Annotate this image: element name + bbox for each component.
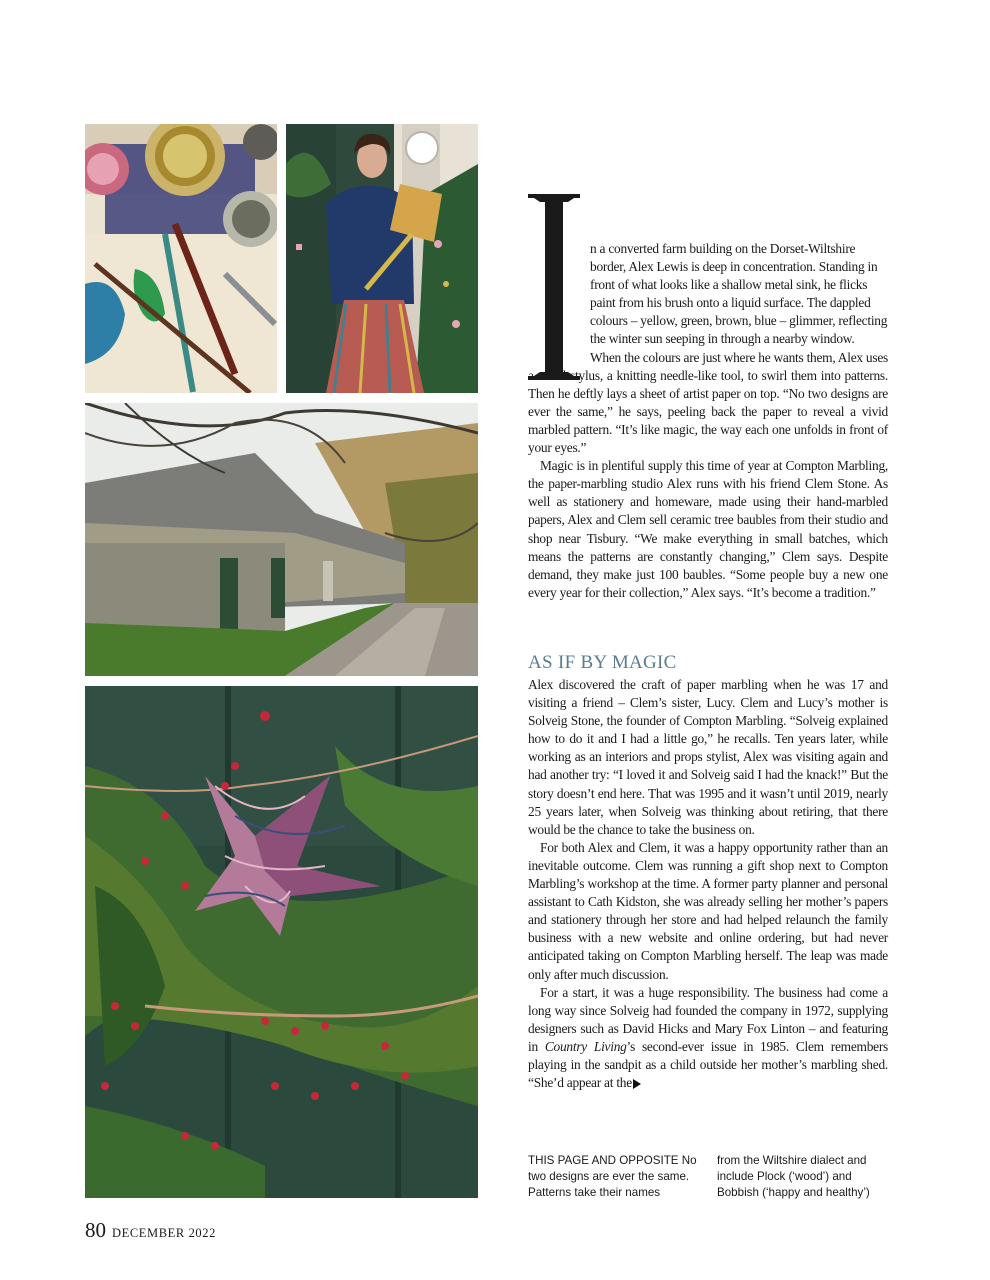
photo-woman-with-lamp xyxy=(286,124,478,393)
page-number: 80 xyxy=(85,1218,106,1242)
intro-paragraph-continued: a metal stylus, a knitting needle-like tool, to swirl them into patterns. Then he deftly lays a sheet of artist paper on top. “No two designs are ever the same,” he says, peeling back the paper to reveal a vivid marbled pattern. “It’s like magic, the way each one unfolds in front of your eyes.” xyxy=(528,367,888,456)
continue-arrow-icon xyxy=(633,1079,641,1089)
paragraph-magic: Magic is in plentiful supply this time of year at Compton Marbling, the paper-marbling studio Alex runs with his friend Clem Stone. As well as stationery and homeware, made using their hand-marbled papers, Alex and Clem sell ceramic tree baubles from their studio and shop near Tisbury. “We make everything in small batches, which means the patterns are constantly changing,” Clem says. Despite demand, they make just 100 baubles. “Some people buy a new one every year for their collection,” Alex says. “It’s become a tradition.” xyxy=(528,458,888,600)
paragraph-discovery: Alex discovered the craft of paper marbling when he was 17 and visiting a friend – Clem’s sister, Lucy. Clem and Lucy’s mother is Solveig Stone, the founder of Compton Marbling. “Solveig explained how to do it and I had a little go,” he recalls. Ten years later, while working as an interiors and props stylist, Alex was visiting again and had another try: “I loved it and Solveig said I had the knack!” But the story doesn’t end here. That was 1995 and it wasn’t until 2019, nearly 25 years later, when Solveig was thinking about retiring, that there would be the chance to take the business on. xyxy=(528,677,888,837)
issue-date: DECEMBER 2022 xyxy=(112,1226,216,1240)
paragraph-responsibility xyxy=(528,984,888,1093)
page-folio xyxy=(85,1218,216,1243)
section-subhead: AS IF BY MAGIC xyxy=(528,652,677,673)
photo-marbled-star-garland xyxy=(85,686,478,1198)
photo-caption-right: from the Wiltshire dialect and include Plock (‘wood’) and Bobbish (‘happy and healthy’) xyxy=(717,1154,870,1199)
article-body xyxy=(528,676,888,1092)
photo-caption-left: THIS PAGE AND OPPOSITE No two designs are ever the same. Patterns take their names xyxy=(528,1154,697,1199)
photo-stone-barn xyxy=(85,403,478,676)
paragraph-responsibility-part1: For a start, it was a huge responsibility. The business had come a long way since Solveig had founded the company in 1972, supplying designers such as David Hicks and Mary Fox Linton – and featuring in xyxy=(528,984,888,1054)
photo-paint-pots-brushes xyxy=(85,124,277,393)
paragraph-responsibility-part2: ’s second-ever issue in 1985. Clem remembers playing in the sandpit as a child outside her mother’s marbling shed. “She’d appear at the xyxy=(528,1038,888,1091)
paragraph-opportunity: For both Alex and Clem, it was a happy opportunity rather than an inevitable outcome. Clem was running a gift shop next to Compton Marbling’s workshop at the time. A former party planner and personal assistant to Cath Kidston, she was already selling her mother’s papers and stationery through her store and had helped relaunch the family business with a new website and online ordering, but had never anticipated taking on Compton Marbling herself. The leap was made only after much discussion. xyxy=(528,839,888,982)
intro-paragraph-wrapped: n a converted farm building on the Dorset-Wiltshire border, Alex Lewis is deep in concentration. Standing in front of what looks like a shallow metal sink, he flicks paint from his brush onto a liquid surface. The dappled colours – yellow, green, brown, blue – glimmer, reflecting the winter sun seeping in through a nearby window. When the colours are just where he wants them, Alex uses xyxy=(590,241,888,365)
article-intro xyxy=(528,240,888,602)
magazine-title: Country Living xyxy=(544,1038,627,1054)
